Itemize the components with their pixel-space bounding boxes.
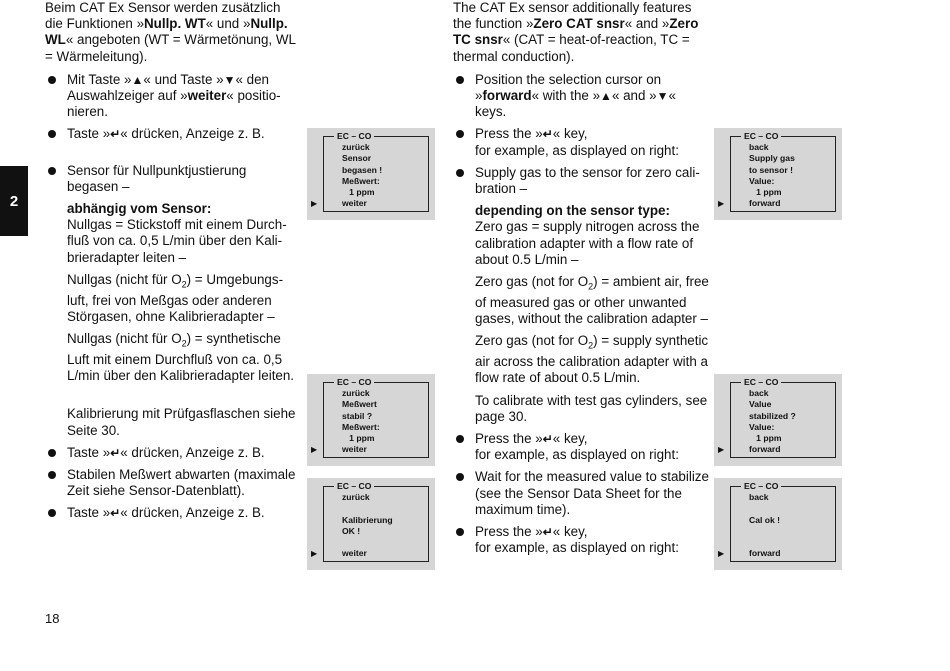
display-title: EC – CO bbox=[741, 376, 781, 388]
down-arrow-key-icon: ▼ bbox=[223, 72, 236, 87]
bullet-select-forward: Position the selection cursor on »forward« with the »▲« and »▼« keys. bbox=[453, 72, 709, 121]
bullet-supply-gas: Sensor für Nullpunktjustierung begasen – bbox=[45, 163, 297, 195]
intro-paragraph: Beim CAT Ex Sensor werden zusätzlich die Funktionen »Nullp. WT« und »Nullp. WL« angeboten (WT = Wärmetönung, WL = Wärmeleitung). bbox=[45, 0, 296, 64]
right-column bbox=[453, 0, 709, 562]
bullet-press-enter: Press the »↵« key, for example, as displayed on right: bbox=[453, 431, 709, 463]
chapter-tab: 2 bbox=[0, 166, 28, 236]
bullet-dot bbox=[456, 169, 464, 177]
enter-key-icon: ↵ bbox=[110, 506, 121, 521]
bullet-dot bbox=[48, 471, 56, 479]
cursor-arrow-icon: ▶ bbox=[718, 199, 725, 208]
display-text: back Cal ok ! forward bbox=[749, 492, 781, 559]
display-text: back Value stabilized ? Value: 1 ppm forward bbox=[749, 388, 796, 455]
display-frame bbox=[311, 377, 429, 458]
cursor-arrow-icon: ▶ bbox=[311, 199, 318, 208]
display-kalibrierung-ok bbox=[307, 478, 435, 570]
zero-gas-ambient-air: Nullgas (nicht für $O_2$) = Umgebungsluft, frei von Meßgas oder anderen Störgasen, ohne Kalibrieradapter – bbox=[67, 271, 284, 324]
enter-key-icon: ↵ bbox=[542, 432, 553, 447]
display-title: EC – CO bbox=[741, 130, 781, 142]
enter-key-icon: ↵ bbox=[542, 127, 553, 142]
bullet-press-enter: Taste »↵« drücken, Anzeige z. B. bbox=[45, 126, 297, 142]
bullet-dot bbox=[456, 435, 464, 443]
display-text: zurück Kalibrierung OK ! weiter bbox=[342, 492, 393, 559]
zero-gas-options bbox=[45, 201, 297, 439]
display-title: EC – CO bbox=[334, 480, 374, 492]
section-heading: depending on the sensor type: bbox=[475, 203, 670, 219]
bullet-dot bbox=[48, 167, 56, 175]
zero-gas-synthetic-air: Zero gas (not for $O_2$) = supply synthetic air across the calibration adapter with a flow rate of about 0.5 L/min. bbox=[475, 333, 709, 386]
bullet-dot bbox=[456, 528, 464, 536]
cursor-arrow-icon: ▶ bbox=[718, 549, 725, 558]
up-arrow-key-icon: ▲ bbox=[600, 89, 612, 104]
display-supply-gas bbox=[714, 128, 842, 220]
display-frame bbox=[718, 377, 836, 458]
bullet-dot bbox=[456, 473, 464, 481]
zero-gas-ambient-air: Zero gas (not for $O_2$) = ambient air, free of measured gas or other unwanted gases, without the calibration adapter – bbox=[475, 274, 709, 327]
display-messwert-stabil bbox=[307, 374, 435, 466]
left-column bbox=[45, 0, 297, 528]
page-number: 18 bbox=[45, 611, 60, 626]
cursor-arrow-icon: ▶ bbox=[311, 549, 318, 558]
bullet-press-enter: Taste »↵« drücken, Anzeige z. B. bbox=[45, 505, 297, 521]
bullet-press-enter: Press the »↵« key, for example, as displayed on right: bbox=[453, 126, 709, 158]
zero-gas-nitrogen: Nullgas = Stickstoff mit einem Durchfluß von ca. 0,5 L/min über den Kalibrieradapter leiten – bbox=[67, 217, 287, 265]
bullet-select-weiter: Mit Taste »▲« und Taste »▼« den Auswahlzeiger auf »weiter« positionieren. bbox=[45, 72, 297, 121]
bullet-dot bbox=[48, 130, 56, 138]
display-frame bbox=[311, 481, 429, 562]
display-frame bbox=[718, 131, 836, 212]
zero-gas-synthetic-air: Nullgas (nicht für $O_2$) = synthetische Luft mit einem Durchfluß von ca. 0,5 L/min über den Kalibrieradapter leiten. bbox=[67, 331, 295, 384]
bullet-dot bbox=[48, 509, 56, 517]
bullet-dot bbox=[456, 76, 464, 84]
bullet-press-enter: Taste »↵« drücken, Anzeige z. B. bbox=[45, 445, 297, 461]
cursor-arrow-icon: ▶ bbox=[311, 445, 318, 454]
display-text: zurück Sensor begasen ! Meßwert: 1 ppm weiter bbox=[342, 142, 383, 209]
display-frame bbox=[718, 481, 836, 562]
zero-gas-options bbox=[453, 203, 709, 425]
display-sensor-begasen bbox=[307, 128, 435, 220]
bullet-dot bbox=[456, 130, 464, 138]
down-arrow-key-icon: ▼ bbox=[656, 89, 669, 104]
display-value-stabilized bbox=[714, 374, 842, 466]
display-title: EC – CO bbox=[741, 480, 781, 492]
bullet-dot bbox=[48, 76, 56, 84]
enter-key-icon: ↵ bbox=[542, 525, 553, 540]
display-title: EC – CO bbox=[334, 376, 374, 388]
display-text: back Supply gas to sensor ! Value: 1 ppm forward bbox=[749, 142, 795, 209]
up-arrow-key-icon: ▲ bbox=[131, 72, 144, 87]
bullet-wait-stable: Stabilen Meßwert abwarten (maximale Zeit siehe Sensor-Datenblatt). bbox=[45, 467, 297, 499]
bullet-dot bbox=[48, 449, 56, 457]
bullet-supply-gas: Supply gas to the sensor for zero calibration – bbox=[453, 165, 709, 197]
display-title: EC – CO bbox=[334, 130, 374, 142]
enter-key-icon: ↵ bbox=[110, 445, 121, 460]
display-cal-ok bbox=[714, 478, 842, 570]
section-heading: abhängig vom Sensor: bbox=[67, 201, 212, 217]
zero-gas-nitrogen: Zero gas = supply nitrogen across the calibration adapter with a flow rate of about 0.5 L/min – bbox=[475, 219, 700, 267]
display-frame bbox=[311, 131, 429, 212]
cursor-arrow-icon: ▶ bbox=[718, 445, 725, 454]
enter-key-icon: ↵ bbox=[110, 127, 121, 142]
test-gas-reference: Kalibrierung mit Prüfgasflaschen siehe Seite 30. bbox=[67, 406, 296, 438]
bullet-wait-stable: Wait for the measured value to stabilize (see the Sensor Data Sheet for the maximum time). bbox=[453, 469, 709, 518]
display-text: zurück Meßwert stabil ? Meßwert: 1 ppm weiter bbox=[342, 388, 380, 455]
intro-paragraph: The CAT Ex sensor additionally features the function »Zero CAT snsr« and »Zero TC snsr« (CAT = heat-of-reaction, TC = thermal conduction). bbox=[453, 0, 699, 64]
bullet-press-enter: Press the »↵« key, for example, as displayed on right: bbox=[453, 524, 709, 556]
test-gas-reference: To calibrate with test gas cylinders, see page 30. bbox=[475, 392, 708, 424]
